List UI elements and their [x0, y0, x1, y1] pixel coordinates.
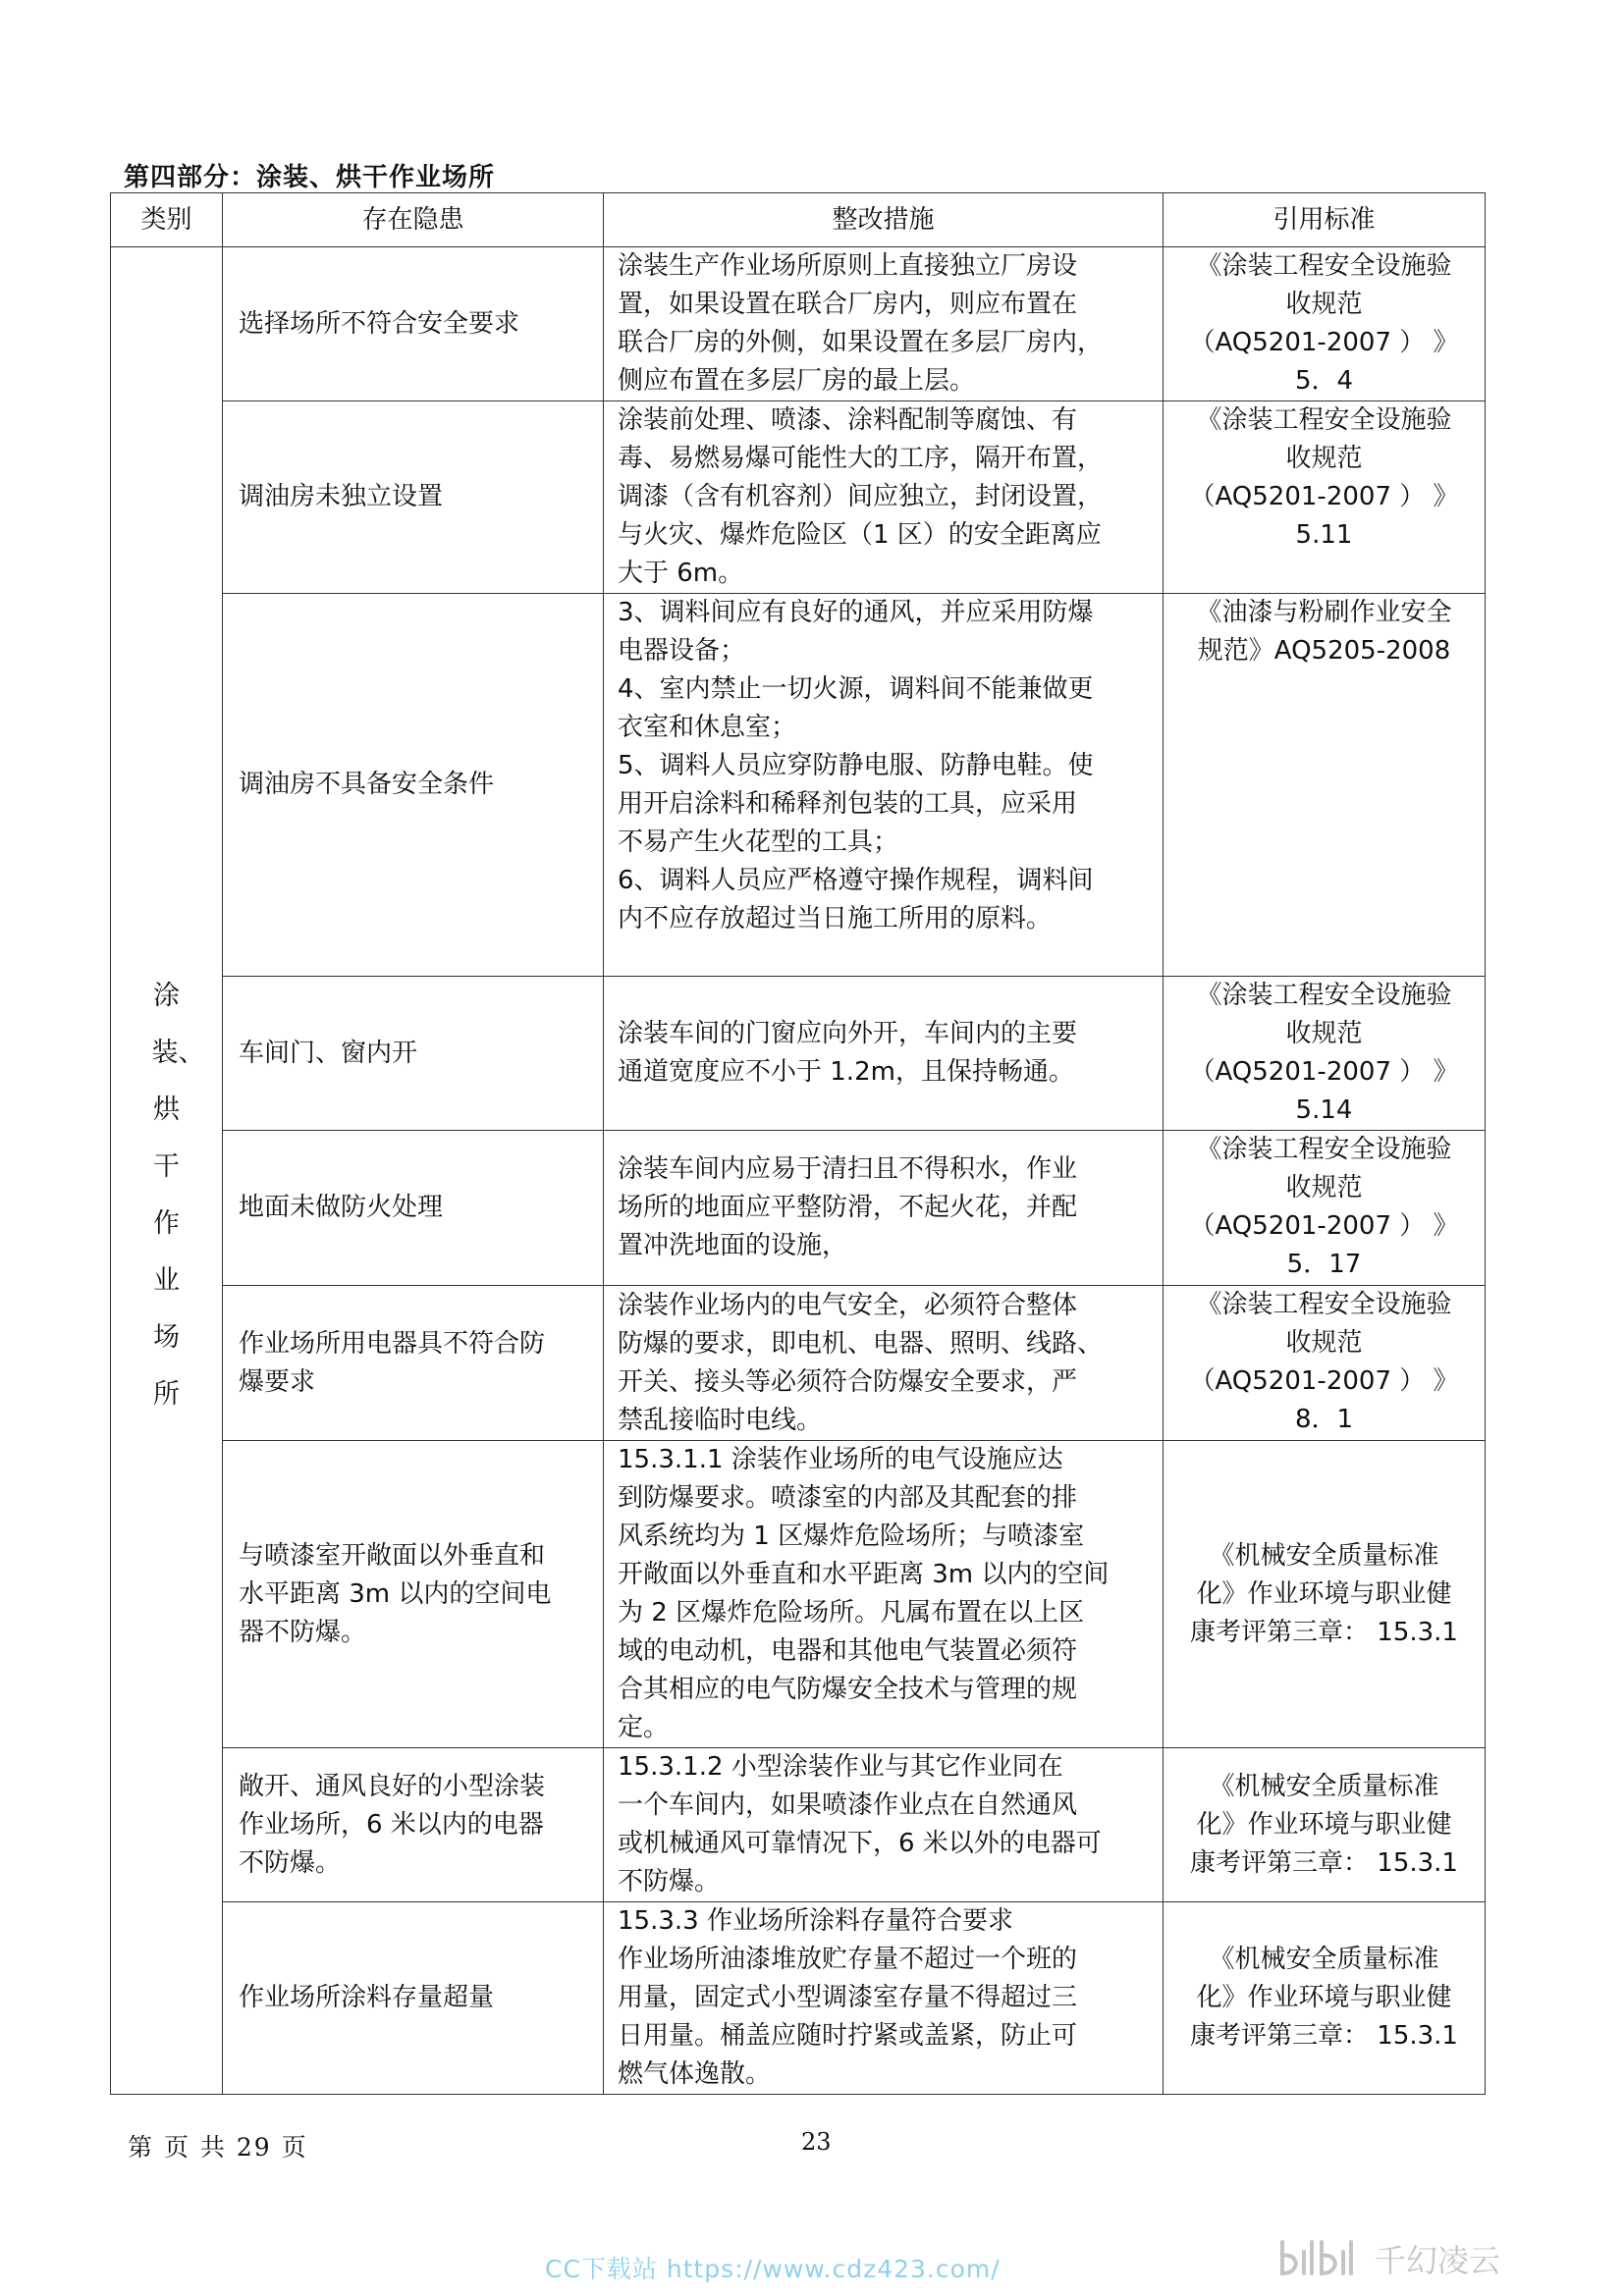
measure-cell-line: 燃气体逸散。	[618, 2059, 772, 2089]
standard-cell-line: 《涂装工程安全设施验	[1196, 251, 1452, 281]
measure-cell-line: 5、调料人员应穿防静电服、防静电鞋。使	[618, 751, 1094, 780]
measure-cell-line: 涂装车间内应易于清扫且不得积水，作业	[618, 1154, 1078, 1184]
hazard-cell-line: 爆要求	[239, 1366, 316, 1397]
measure-cell-line: 毒、易燃易爆可能性大的工序，隔开布置，	[618, 444, 1104, 473]
standard-cell-line: （AQ5201-2007 ） 》	[1189, 1211, 1459, 1241]
hazard-cell-line: 敞开、通风良好的小型涂装	[239, 1771, 546, 1801]
measure-cell-line: 日用量。桶盖应随时拧紧或盖紧，防止可	[618, 2021, 1078, 2051]
standard-cell-line: 《机械安全质量标准	[1209, 1540, 1439, 1571]
hazard-cell-line: 作业场所，6 米以内的电器	[239, 1809, 544, 1840]
footer-page-count: 第 页 共 29 页	[128, 2133, 308, 2162]
logo-text: 千幻凌云	[1375, 2242, 1501, 2279]
standard-cell-line: 康考评第三章： 15.3.1	[1190, 1847, 1458, 1878]
hazard-cell	[223, 401, 604, 594]
hazard-cell-line: 车间门、窗内开	[239, 1038, 418, 1068]
standard-cell-line: 5.14	[1295, 1095, 1353, 1125]
measure-cell-line: 不防爆。	[618, 1867, 721, 1896]
table-row	[111, 401, 1486, 594]
table-row	[111, 1902, 1486, 2095]
measure-cell	[604, 1902, 1164, 2095]
measure-cell-line: 4、室内禁止一切火源，调料间不能兼做更	[618, 674, 1094, 704]
standard-cell	[1164, 1131, 1486, 1286]
standard-cell-line: 康考评第三章： 15.3.1	[1190, 1617, 1458, 1647]
hazard-cell-line: 调油房不具备安全条件	[239, 770, 495, 799]
measure-cell-line: 涂装车间的门窗应向外开，车间内的主要	[618, 1019, 1078, 1048]
measure-cell-line: 为 2 区爆炸危险场所。凡属布置在以上区	[618, 1598, 1085, 1628]
measure-cell-line: 涂装生产作业场所原则上直接独立厂房设	[618, 251, 1078, 281]
measure-cell-line: 与火灾、爆炸危险区（1 区）的安全距离应	[618, 520, 1102, 550]
measure-cell-line: 15.3.3 作业场所涂料存量符合要求	[618, 1906, 1013, 1936]
standard-cell-line: 5．17	[1286, 1250, 1362, 1279]
measure-cell-line: 内不应存放超过当日施工所用的原料。	[618, 904, 1053, 934]
hazard-cell-line: 与喷漆室开敞面以外垂直和	[239, 1540, 546, 1571]
hazard-cell-line: 水平距离 3m 以内的空间电	[239, 1578, 552, 1609]
footer-page-number: 23	[801, 2128, 832, 2156]
measure-cell-line: 禁乱接临时电线。	[618, 1405, 823, 1435]
hazard-table	[110, 192, 1486, 2095]
table-row	[111, 1748, 1486, 1902]
measure-cell-line: 用量，固定式小型调漆室存量不得超过三	[618, 1983, 1078, 2012]
standard-cell-line: 康考评第三章： 15.3.1	[1190, 2021, 1458, 2051]
standard-cell-line: 收规范	[1285, 1173, 1363, 1202]
standard-cell-line: 《机械安全质量标准	[1209, 1945, 1439, 1974]
category-cell	[111, 247, 223, 2095]
hazard-cell	[223, 977, 604, 1131]
standard-cell-line: 规范》AQ5205-2008	[1197, 636, 1451, 666]
measure-cell-line: 置冲洗地面的设施，	[618, 1231, 848, 1260]
hazard-cell	[223, 1131, 604, 1286]
hazard-cell	[223, 1748, 604, 1902]
standard-cell	[1164, 247, 1486, 401]
standard-cell-line: （AQ5201-2007 ） 》	[1189, 482, 1459, 511]
measure-cell-line: 用开启涂料和稀释剂包装的工具，应采用	[618, 789, 1078, 819]
measure-cell-line: 到防爆要求。喷漆室的内部及其配套的排	[618, 1483, 1078, 1513]
hazard-cell-line: 作业场所涂料存量超量	[239, 1983, 495, 2012]
standard-cell-line: 化》作业环境与职业健	[1196, 1809, 1452, 1840]
measure-cell-line: 置，如果设置在联合厂房内，则应布置在	[618, 290, 1078, 319]
hazard-cell	[223, 594, 604, 977]
measure-cell-line: 联合厂房的外侧，如果设置在多层厂房内，	[618, 328, 1104, 357]
header-hazard: 存在隐患	[223, 193, 604, 247]
hazard-cell	[223, 1441, 604, 1748]
hazard-cell-line: 调油房未独立设置	[239, 482, 444, 511]
hazard-cell-line: 作业场所用电器具不符合防	[239, 1328, 546, 1359]
watermark-url: CC下载站 https://www.cdz423.com/	[545, 2255, 1001, 2283]
measure-cell	[604, 1131, 1164, 1286]
measure-cell	[604, 594, 1164, 977]
measure-cell-line: 调漆（含有机容剂）间应独立，封闭设置，	[618, 482, 1104, 511]
standard-cell-line: （AQ5201-2007 ） 》	[1189, 1366, 1459, 1396]
measure-cell	[604, 247, 1164, 401]
measure-cell-line: 域的电动机，电器和其他电气装置必须符	[618, 1636, 1078, 1666]
hazard-cell	[223, 1286, 604, 1441]
measure-cell	[604, 1286, 1164, 1441]
measure-cell-line: 开敞面以外垂直和水平距离 3m 以内的空间	[618, 1560, 1110, 1589]
measure-cell-line: 电器设备；	[618, 636, 746, 666]
standard-cell-line: 《涂装工程安全设施验	[1196, 981, 1452, 1010]
measure-cell-line: 合其相应的电气防爆安全技术与管理的规	[618, 1675, 1078, 1704]
measure-cell-line: 衣室和休息室；	[618, 713, 797, 742]
standard-cell-line: 5.11	[1295, 520, 1353, 550]
table-header-row	[111, 193, 1486, 247]
table-row	[111, 1286, 1486, 1441]
measure-cell	[604, 977, 1164, 1131]
standard-cell-line: 《涂装工程安全设施验	[1196, 1290, 1452, 1319]
standard-cell-line: 化》作业环境与职业健	[1196, 1578, 1452, 1609]
measure-cell-line: 一个车间内，如果喷漆作业点在自然通风	[618, 1790, 1078, 1820]
category-label: 涂装、烘干作业场所	[151, 981, 205, 1410]
measure-cell	[604, 401, 1164, 594]
header-standard: 引用标准	[1164, 193, 1486, 247]
hazard-cell-line: 选择场所不符合安全要求	[239, 308, 520, 339]
header-category: 类别	[111, 193, 223, 247]
standard-cell-line: 《涂装工程安全设施验	[1196, 1135, 1452, 1164]
hazard-cell-line: 地面未做防火处理	[239, 1193, 444, 1222]
standard-cell-line: （AQ5201-2007 ） 》	[1189, 328, 1459, 357]
table-row	[111, 1131, 1486, 1286]
standard-cell	[1164, 1748, 1486, 1902]
table-row	[111, 247, 1486, 401]
standard-cell-line: 收规范	[1285, 1328, 1363, 1358]
table-row	[111, 1441, 1486, 1748]
standard-cell-line: 收规范	[1285, 1019, 1363, 1048]
standard-cell	[1164, 977, 1486, 1131]
table-row	[111, 594, 1486, 977]
section-title: 第四部分：涂装、烘干作业场所	[124, 163, 496, 192]
measure-cell-line: 开关、接头等必须符合防爆安全要求，严	[618, 1366, 1078, 1397]
hazard-cell	[223, 1902, 604, 2095]
measure-cell-line: 涂装作业场内的电气安全，必须符合整体	[618, 1290, 1078, 1320]
measure-cell-line: 15.3.1.2 小型涂装作业与其它作业同在	[618, 1752, 1063, 1782]
standard-cell-line: 收规范	[1285, 444, 1363, 473]
standard-cell-line: 5．4	[1294, 366, 1354, 396]
standard-cell-line: 化》作业环境与职业健	[1196, 1983, 1452, 2012]
measure-cell	[604, 1748, 1164, 1902]
standard-cell-line: 8．1	[1294, 1405, 1354, 1434]
measure-cell-line: 侧应布置在多层厂房的最上层。	[618, 366, 976, 396]
measure-cell-line: 定。	[618, 1713, 670, 1742]
measure-cell	[604, 1441, 1164, 1748]
hazard-cell	[223, 247, 604, 401]
measure-cell-line: 通道宽度应不小于 1.2m，且保持畅通。	[618, 1057, 1074, 1087]
header-measure: 整改措施	[604, 193, 1164, 247]
standard-cell-line: 收规范	[1285, 290, 1363, 319]
standard-cell-line: 《油漆与粉刷作业安全	[1196, 598, 1452, 627]
standard-cell	[1164, 1441, 1486, 1748]
hazard-cell-line: 不防爆。	[239, 1847, 342, 1878]
standard-cell	[1164, 1286, 1486, 1441]
bilibili-logo	[1276, 2234, 1542, 2281]
measure-cell-line: 15.3.1.1 涂装作业场所的电气设施应达	[618, 1445, 1063, 1474]
measure-cell-line: 风系统均为 1 区爆炸危险场所；与喷漆室	[618, 1522, 1085, 1551]
measure-cell-line: 3、调料间应有良好的通风，并应采用防爆	[618, 598, 1094, 627]
measure-cell-line: 不易产生火花型的工具；	[618, 828, 899, 857]
standard-cell-line: 《机械安全质量标准	[1209, 1771, 1439, 1801]
measure-cell-line: 6、调料人员应严格遵守操作规程，调料间	[618, 866, 1094, 895]
table-row	[111, 977, 1486, 1131]
standard-cell	[1164, 1902, 1486, 2095]
hazard-cell-line: 器不防爆。	[239, 1617, 367, 1647]
measure-cell-line: 场所的地面应平整防滑，不起火花，并配	[618, 1193, 1078, 1222]
standard-cell	[1164, 401, 1486, 594]
measure-cell-line: 大于 6m。	[618, 559, 744, 588]
measure-cell-line: 防爆的要求，即电机、电器、照明、线路、	[618, 1328, 1104, 1359]
measure-cell-line: 或机械通风可靠情况下，6 米以外的电器可	[618, 1829, 1102, 1858]
standard-cell	[1164, 594, 1486, 977]
measure-cell-line: 涂装前处理、喷漆、涂料配制等腐蚀、有	[618, 405, 1078, 435]
measure-cell-line: 作业场所油漆堆放贮存量不超过一个班的	[618, 1945, 1078, 1974]
standard-cell-line: 《涂装工程安全设施验	[1196, 405, 1452, 435]
standard-cell-line: （AQ5201-2007 ） 》	[1189, 1057, 1459, 1087]
